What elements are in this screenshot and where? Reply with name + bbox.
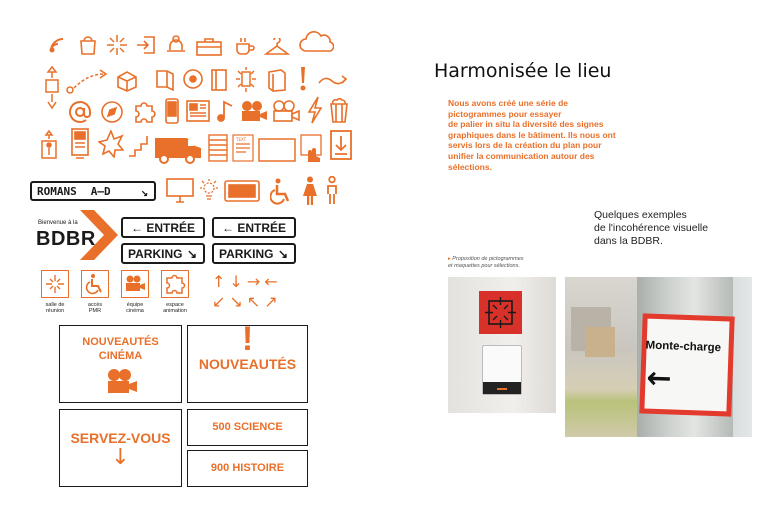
romans-label: ROMANS	[37, 184, 77, 198]
photo-caption	[448, 256, 524, 270]
man-icon	[324, 176, 340, 206]
romans-sign	[30, 181, 156, 201]
entree-2-label: ← ENTRÉE	[221, 220, 286, 235]
lamp-icon	[234, 66, 258, 94]
parking-2-label: PARKING	[219, 246, 274, 261]
touch-icon	[300, 134, 324, 164]
arrows-cube-icon	[44, 66, 60, 110]
entree-sign-2	[212, 217, 296, 238]
reception-icon	[166, 34, 186, 56]
monte-charge-photo	[565, 277, 752, 437]
newspaper-icon	[186, 100, 210, 122]
exclamation-icon	[298, 66, 308, 92]
small-icon-animation-label: espace animation	[163, 302, 187, 314]
histoire-text: 900 HISTOIRE	[210, 462, 285, 474]
box-icon	[116, 70, 138, 92]
monte-charge-sign	[639, 313, 734, 416]
login-icon	[136, 35, 156, 55]
burst-icon	[98, 130, 124, 158]
arrows-row-2: ↙↘↖↗	[212, 292, 282, 311]
book-icon	[154, 68, 176, 92]
cinema-camera-icon	[121, 270, 149, 298]
disc-icon	[182, 68, 204, 90]
welcome-small-text: Bienvenue à la	[38, 220, 78, 226]
section-heading: Harmonisée le lieu	[434, 60, 612, 82]
cup-icon	[234, 36, 256, 56]
books-icon	[266, 68, 288, 92]
sparkle-icon	[106, 34, 128, 56]
examples-caption: Quelques exemples de l'incohérence visuelle dans la BDBR.	[594, 209, 709, 247]
stairs-icon	[128, 134, 150, 158]
music-icon	[216, 100, 234, 122]
romans-arrow: ↘	[140, 185, 148, 199]
parking-2-arrow: ↘	[277, 247, 288, 261]
meeting-room-icon	[41, 270, 69, 298]
download-icon	[330, 130, 352, 160]
parking-sign-1	[121, 243, 205, 264]
computer-tower-icon	[70, 128, 90, 160]
parking-1-arrow: ↘	[186, 247, 197, 261]
van-icon	[154, 134, 202, 164]
nouveautes-cinema-text: NOUVEAUTÉS CINÉMA	[82, 336, 159, 362]
small-icon-cinema-label: équipe cinéma	[126, 302, 144, 314]
accessibility-icon	[81, 270, 109, 298]
idea-icon	[198, 178, 220, 202]
pictogram-photo	[448, 277, 556, 413]
at-icon	[68, 100, 92, 124]
door-plaque	[482, 345, 522, 395]
small-icon-pmr	[78, 270, 112, 314]
parking-1-label: PARKING	[128, 246, 183, 261]
compass-icon	[100, 100, 124, 124]
svg-text:TEXT: TEXT	[236, 137, 247, 142]
small-icon-pmr-label: accès PMR	[87, 302, 103, 314]
parking-sign-2	[212, 243, 296, 264]
small-icon-salle	[38, 270, 72, 314]
animation-puzzle-icon	[161, 270, 189, 298]
servez-vous-arrow: ↓	[111, 445, 130, 470]
photo-caption-text: Proposition de pictogrammes et maquettes pour sélections.	[448, 256, 524, 269]
camera-icon	[240, 100, 268, 122]
screen-icon	[258, 138, 296, 162]
shelf-icon	[208, 134, 228, 162]
bag-icon	[78, 34, 98, 56]
briefcase-icon	[196, 38, 222, 56]
histoire-sign	[187, 450, 308, 487]
nouveautes-sign	[187, 320, 308, 403]
nouveautes-cinema-sign	[59, 325, 182, 403]
tablet-icon	[224, 180, 260, 202]
puzzle-icon	[132, 100, 156, 124]
pictogram-grid	[36, 30, 366, 170]
monte-charge-text: Monte-charge	[645, 339, 722, 355]
nouveautes-text: NOUVEAUTÉS	[198, 356, 297, 372]
monte-charge-arrow: ←	[645, 360, 673, 397]
entree-1-label: ← ENTRÉE	[130, 220, 195, 235]
hanger-icon	[264, 38, 290, 56]
monitor-icon	[166, 178, 194, 204]
text-board-icon	[232, 134, 254, 162]
science-text: 500 SCIENCE	[212, 421, 283, 433]
servez-vous-sign	[59, 409, 182, 487]
person-door-icon	[40, 130, 58, 160]
intro-paragraph: Nous avons créé une série de pictogrammes pour essayer de palier in situ la diversité des signes graphiques dans le bâtiment. Ils nous ont servis lors de la création du plan pour unifier la communication autour des sélections.	[448, 98, 616, 172]
cinema-camera-large-icon	[106, 368, 138, 394]
phone-icon	[164, 98, 180, 124]
nouveautes-exclamation: !	[241, 320, 254, 358]
entree-sign-1	[121, 217, 205, 238]
small-icon-cinema	[118, 270, 152, 314]
red-pictogram-sign	[479, 291, 522, 334]
welcome-sign	[36, 210, 120, 260]
welcome-big-text: BDBR	[36, 228, 96, 250]
popcorn-icon	[328, 94, 350, 124]
small-icon-salle-label: salle de réunion	[45, 302, 65, 314]
romans-range: A–D	[90, 184, 111, 198]
wave-icon	[318, 74, 348, 88]
bolt-icon	[306, 96, 324, 124]
wifi-icon	[48, 36, 66, 54]
projector-icon	[272, 100, 300, 122]
servez-vous-text: SERVEZ-VOUS	[70, 430, 171, 446]
woman-icon	[302, 176, 318, 206]
arrows-row-1: ↑↓→←	[212, 272, 282, 291]
flow-icon	[66, 68, 110, 94]
small-icon-animation	[158, 270, 192, 314]
caption-marker-icon: ▸	[448, 256, 451, 262]
wheelchair-icon	[270, 178, 292, 206]
cloud-icon	[298, 30, 334, 54]
panel-icon	[210, 68, 228, 92]
science-sign	[187, 409, 308, 446]
